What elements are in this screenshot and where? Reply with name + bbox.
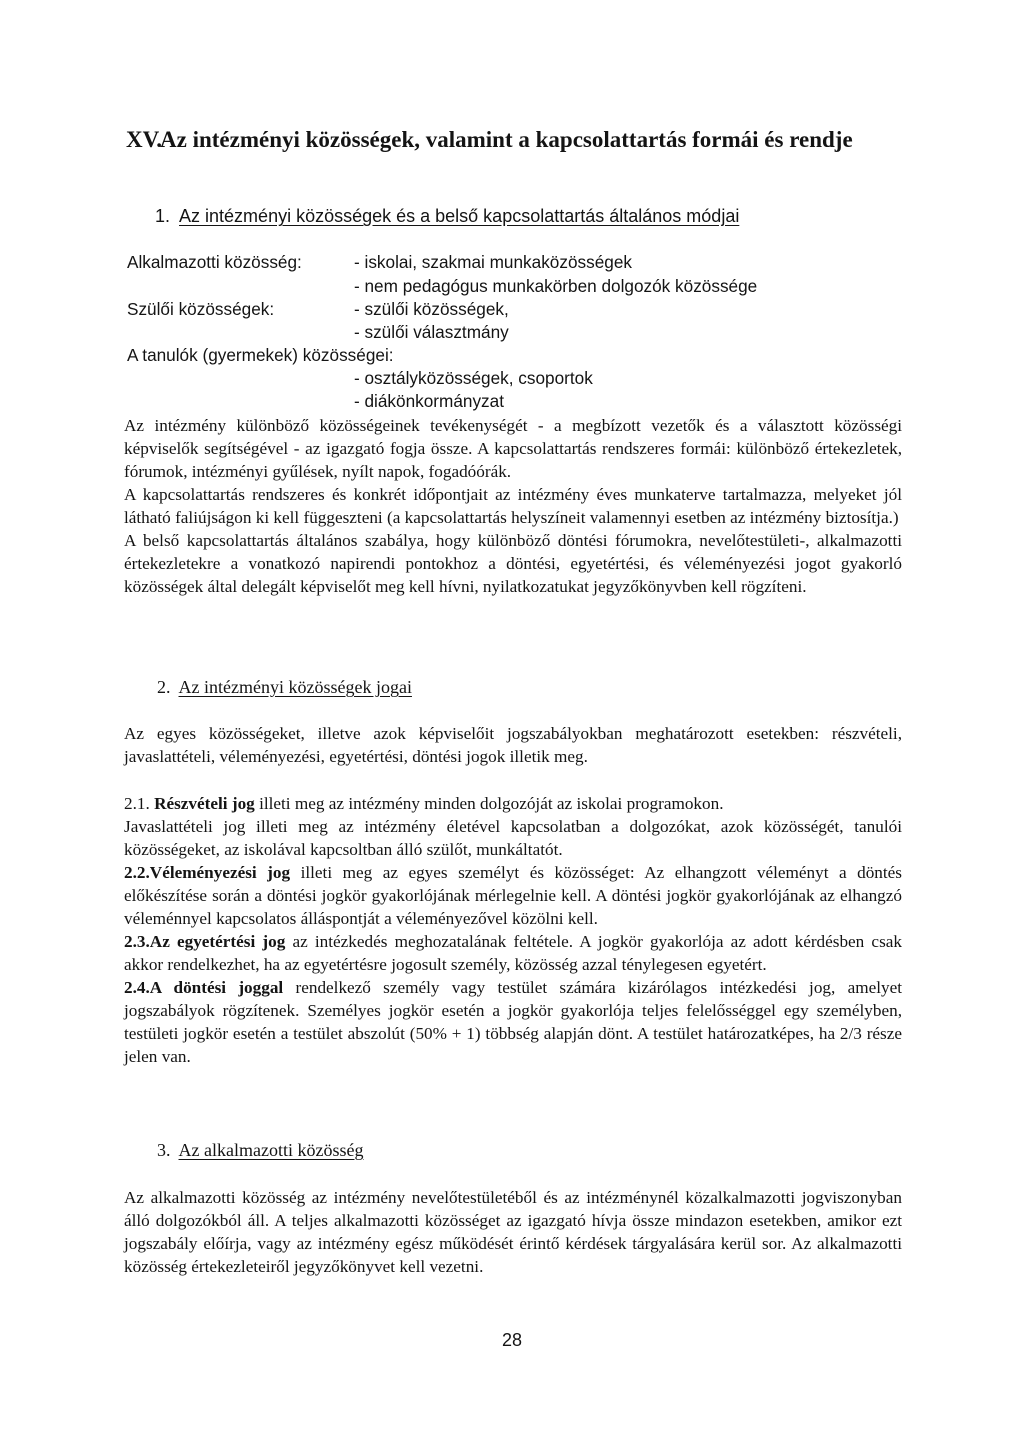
s1-number: 1. — [155, 206, 171, 226]
right-2-number: 2.2. — [124, 863, 150, 882]
students-label: A tanulók (gyermekek) közösségei: — [127, 345, 394, 365]
s3-number: 3. — [157, 1140, 171, 1160]
s1-heading-text: Az intézményi közösségek és a belső kapcsolattartás általános módjai — [179, 206, 740, 226]
parent-item-2: - szülői választmány — [354, 322, 509, 342]
s2-heading — [157, 676, 412, 698]
right-3-number: 2.3. — [124, 932, 150, 951]
right-1-text: illeti meg az intézmény minden dolgozóját az iskolai programokon. — [254, 794, 724, 813]
section-title-text: Az intézményi közösségek, valamint a kapcsolattartás formái és rendje — [160, 127, 853, 152]
section-number: XV. — [126, 127, 163, 152]
right-4-text: rendelkező személy vagy testület számára kizárólagos intézkedési jog, amelyet jogszabályok rögzítenek. Személyes jogkör esetén a jogkör gyakorlója teljes felelősséggel egy személyben, testületi jogkör esetén a testület abszolút (50% + 1) többség alapján dönt. A testület határozatképes, ha 2/3 része jelen van. — [124, 978, 902, 1066]
employee-item-1: - iskolai, szakmai munkaközösségek — [354, 252, 632, 272]
s2-intro-text: Az egyes közösségeket, illetve azok képviselőit jogszabályokban meghatározott esetekben: részvételi, javaslattételi, véleményezési, egyetértési, döntési jogok illetik meg. — [124, 724, 902, 766]
parent-label: Szülői közösségek: — [127, 299, 275, 319]
right-2-text: illeti meg az egyes személyt és közösséget: Az elhangzott véleményt a döntés előkészítése során a döntési jogkör gyakorlójának mérlegelnie kell. A döntési jogkör gyakorlójának az elhangzó véleménnyel kapcsolatos álláspontját a véleményezővel közölni kell. — [124, 863, 902, 928]
s1-paragraphs — [124, 414, 902, 598]
employee-label: Alkalmazotti közösség: — [127, 252, 302, 272]
right-3-text: az intézkedés meghozatalának feltétele. A jogkör gyakorlója az adott kérdésben csak akkor rendelkezhet, ha az egyetértésre jogosult személy, közösség azzal ténylegesen egyetért. — [124, 932, 902, 974]
s1-paragraph-1: Az intézmény különböző közösségeinek tevékenységét - a megbízott vezetők és a választott közösségi képviselők segítségével - az igazgató fogja össze. A kapcsolattartás rendszeres formái: különböző értekezletek, fórumok, intézményi gyűlések, nyílt napok, fogadóórák. — [124, 416, 902, 481]
s3-text: Az alkalmazotti közösség az intézmény nevelőtestületéből és az intézménynél közalkalmazotti jogviszonyban álló dolgozókból áll. A teljes alkalmazotti közösséget az igazgató hívja össze mindazon esetekben, amikor ezt jogszabály előírja, vagy az intézmény egész működését érintő kérdések tárgyalására kerül sor. Az alkalmazotti közösség értekezleteiről jegyzőkönyvet kell vezetni. — [124, 1188, 902, 1276]
right-proposal: Javaslattételi jog illeti meg az intézmény életével kapcsolatban a dolgozókat, azok közösségét, tanulói közösségeket, az iskolával kapcsoltban álló szülőt, munkáltatót. — [124, 817, 902, 859]
s3-heading-text: Az alkalmazotti közösség — [178, 1140, 364, 1160]
s2-rights — [124, 792, 902, 1068]
right-opinion — [124, 861, 902, 930]
right-4-number: 2.4. — [124, 978, 150, 997]
right-2-bold: Véleményezési jog — [149, 863, 291, 882]
page-number: 28 — [501, 1330, 523, 1350]
parent-item-1: - szülői közösségek, — [354, 299, 509, 319]
s3-heading — [157, 1139, 363, 1161]
s1-paragraph-3: A belső kapcsolattartás általános szabálya, hogy különböző döntési fórumokra, nevelőtestületi-, alkalmazotti értekezletekre a vonatkozó napirendi pontokhoz a döntési, egyetértési, és véleményezési jogot gyakorló közösségek által delegált képviselőt meg kell hívni, nyilatkozatukat jegyzőkönyvben kell rögzíteni. — [124, 531, 902, 596]
s3-paragraph — [124, 1186, 902, 1278]
section-title — [126, 126, 906, 153]
s1-heading — [155, 205, 739, 227]
right-3-bold: Az egyetértési jog — [149, 932, 286, 951]
student-item-2: - diákönkormányzat — [354, 391, 504, 411]
right-participation — [124, 792, 902, 815]
right-1-number: 2.1. — [124, 794, 150, 813]
right-4-bold: A döntési joggal — [149, 978, 284, 997]
student-item-1: - osztályközösségek, csoportok — [354, 368, 593, 388]
employee-item-2: - nem pedagógus munkakörben dolgozók közössége — [354, 276, 758, 296]
s1-paragraph-2: A kapcsolattartás rendszeres és konkrét időpontjait az intézmény éves munkaterve tartalmazza, melyeket jól látható faliújságon ki kell függeszteni (a kapcsolattartás helyszíneit valamennyi esetben az intézmény biztosítja.) — [124, 485, 902, 527]
s2-intro — [124, 722, 902, 768]
right-decision — [124, 976, 902, 1068]
s2-heading-text: Az intézményi közösségek jogai — [178, 677, 412, 697]
right-consent — [124, 930, 902, 976]
s2-number: 2. — [157, 677, 171, 697]
right-1-bold: Részvételi jog — [154, 794, 255, 813]
